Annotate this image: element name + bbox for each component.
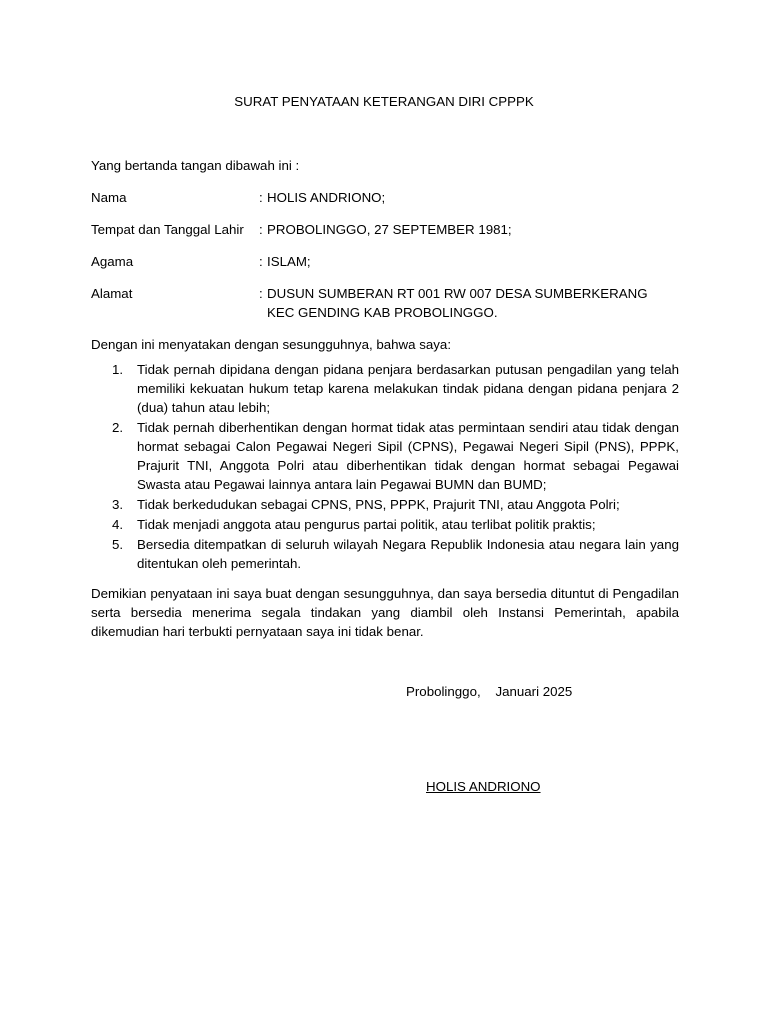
signer-name: HOLIS ANDRIONO — [426, 779, 541, 794]
list-text: Tidak pernah dipidana dengan pidana penjara berdasarkan putusan pengadilan yang telah memiliki kekuatan hukum tetap karena melakukan tindak pidana dengan pidana penjara 2 (dua) tahun atau lebih; — [137, 362, 679, 415]
field-value: HOLIS ANDRIONO; — [267, 190, 386, 205]
list-item — [91, 515, 679, 534]
list-item — [91, 360, 679, 417]
field-value-wrap — [259, 220, 679, 239]
list-number: 1. — [112, 362, 124, 377]
list-number: 2. — [112, 420, 124, 435]
list-item — [91, 418, 679, 494]
field-value: ISLAM; — [267, 254, 311, 269]
document-body — [91, 156, 679, 641]
list-text: Tidak berkedudukan sebagai CPNS, PNS, PPPK, Prajurit TNI, atau Anggota Polri; — [137, 497, 620, 512]
field-tempat-tanggal-lahir — [91, 220, 679, 239]
field-value-wrap — [259, 188, 679, 207]
field-agama — [91, 252, 679, 271]
list-item — [91, 535, 679, 573]
field-colon: : — [259, 190, 263, 205]
intro-text: Yang bertanda tangan dibawah ini : — [91, 158, 300, 173]
list-text: Tidak menjadi anggota atau pengurus partai politik, atau terlibat politik praktis; — [137, 517, 596, 532]
place-date: Probolinggo, Januari 2025 — [406, 684, 573, 699]
field-label: Alamat — [91, 286, 133, 301]
field-label: Agama — [91, 254, 134, 269]
closing-paragraph: Demikian penyataan ini saya buat dengan sesungguhnya, dan saya bersedia dituntut di Pengadilan serta bersedia menerima segala tindakan yang diambil oleh Instansi Pemerintah, apabila dikemudian hari terbukti pernyataan saya ini tidak benar. — [91, 586, 679, 639]
list-text: Bersedia ditempatkan di seluruh wilayah Negara Republik Indonesia atau negara lain yang ditentukan oleh pemerintah. — [137, 537, 679, 571]
field-alamat — [91, 284, 679, 322]
field-label: Tempat dan Tanggal Lahir — [91, 222, 244, 237]
list-number: 4. — [112, 517, 124, 532]
field-value: DUSUN SUMBERAN RT 001 RW 007 DESA SUMBERKERANG KEC GENDING KAB PROBOLINGGO. — [267, 286, 648, 320]
field-value-wrap — [259, 284, 679, 322]
field-label: Nama — [91, 190, 127, 205]
statement-list — [91, 360, 679, 573]
field-colon: : — [259, 254, 263, 269]
field-value: PROBOLINGGO, 27 SEPTEMBER 1981; — [267, 222, 512, 237]
field-colon: : — [259, 222, 263, 237]
field-value-wrap — [259, 252, 679, 271]
list-item — [91, 495, 679, 514]
field-colon: : — [259, 286, 263, 301]
list-text: Tidak pernah diberhentikan dengan hormat tidak atas permintaan sendiri atau tidak dengan hormat sebagai Calon Pegawai Negeri Sipil (CPNS), Pegawai Negeri Sipil (PNS), PPPK, Prajurit TNI, Anggota Polri atau diberhentikan tidak dengan hormat sebagai Pegawai Swasta atau Pegawai lainnya antara lain Pegawai BUMN dan BUMD; — [137, 420, 679, 492]
list-number: 5. — [112, 537, 124, 552]
field-nama — [91, 188, 679, 207]
statement-intro: Dengan ini menyatakan dengan sesungguhnya, bahwa saya: — [91, 337, 452, 352]
list-number: 3. — [112, 497, 124, 512]
document-title: SURAT PENYATAAN KETERANGAN DIRI CPPPK — [234, 94, 534, 109]
